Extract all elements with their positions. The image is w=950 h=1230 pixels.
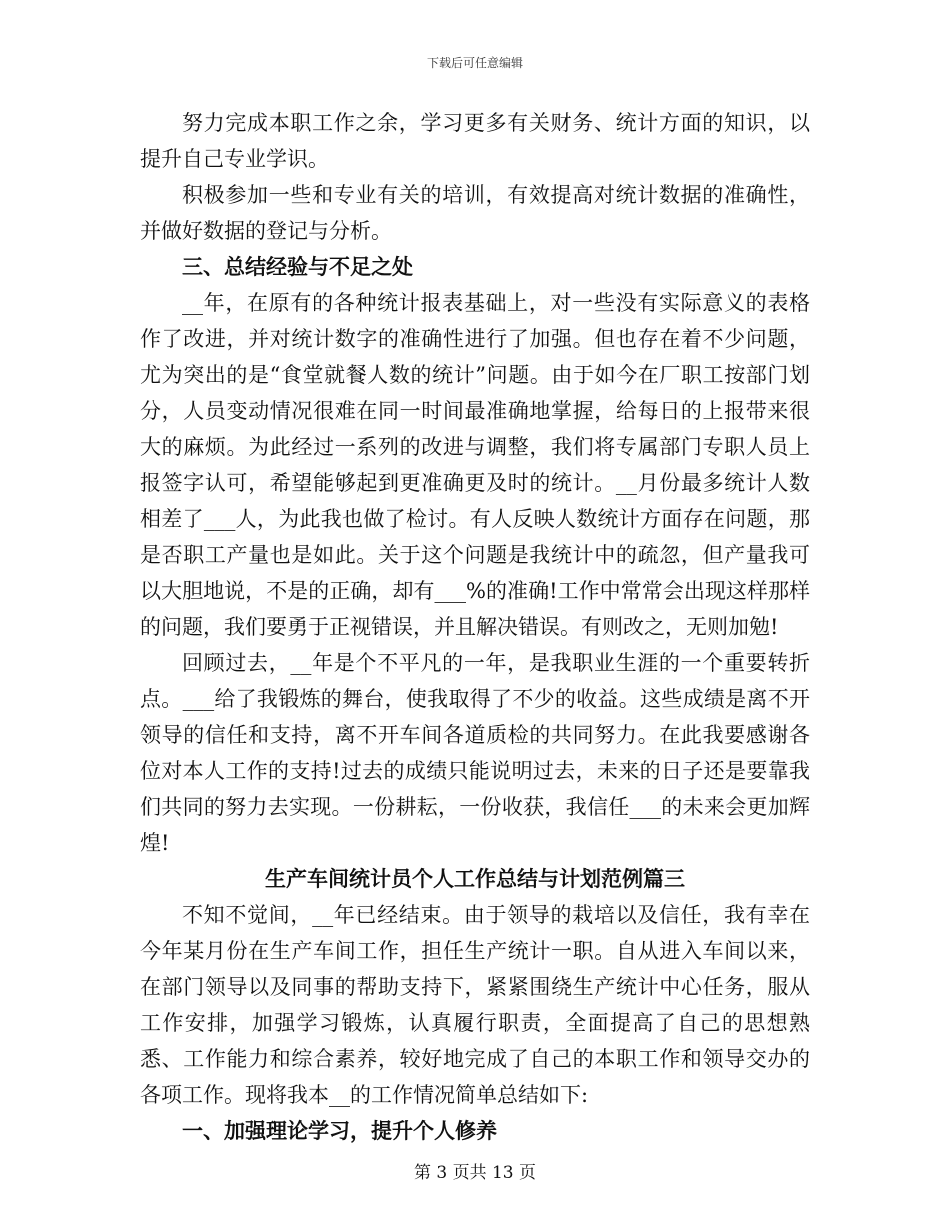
paragraph-study: 努力完成本职工作之余，学习更多有关财务、统计方面的知识，以提升自己专业学识。 xyxy=(140,111,810,171)
page-header: 下载后可任意编辑 xyxy=(426,56,523,70)
page-number: 第 3 页共 13 页 xyxy=(413,1163,537,1183)
paragraph-intro: 不知不觉间，__年已经结束。由于领导的栽培以及信任，我有幸在今年某月份在生产车间工作，担任生产统计一职。自从进入车间以来，在部门领导以及同事的帮助支持下，紧紧围绕生产统计中心任务，服从工作安排，加强学习锻炼，认真履行职责，全面提高了自己的思想熟悉、工作能力和综合素养，较好地完成了自己的本职工作和领导交办的各项工作。现将我本__的工作情况简单总结如下: xyxy=(140,903,810,1107)
section-heading-summary: 三、总结经验与不足之处 xyxy=(182,254,413,279)
section-heading-theory: 一、加强理论学习，提升个人修养 xyxy=(182,1118,497,1143)
paragraph-training: 积极参加一些和专业有关的培训，有效提高对统计数据的准确性，并做好数据的登记与分析。 xyxy=(140,183,810,243)
document-section-title: 生产车间统计员个人工作总结与计划范例篇三 xyxy=(265,866,685,891)
paragraph-improvements: __年，在原有的各种统计报表基础上，对一些没有实际意义的表格作了改进，并对统计数字的准确性进行了加强。但也存在着不少问题，尤为突出的是“食堂就餐人数的统计”问题。由于如今在厂职工按部门划分，人员变动情况很难在同一时间最准确地掌握，给每日的上报带来很大的麻烦。为此经过一系列的改进与调整，我们将专属部门专职人员上报签字认可，希望能够起到更准确更及时的统计。__月份最多统计人数相差了___人，为此我也做了检讨。有人反映人数统计方面存在问题，那是否职工产量也是如此。关于这个问题是我统计中的疏忽，但产量我可以大胆地说，不是的正确，却有___%的准确!工作中常常会出现这样那样的问题，我们要勇于正视错误，并且解决错误。有则改之，无则加勉! xyxy=(140,291,810,639)
paragraph-review: 回顾过去，__年是个不平凡的一年，是我职业生涯的一个重要转折点。___给了我锻炼的舞台，使我取得了不少的收益。这些成绩是离不开领导的信任和支持，离不开车间各道质检的共同努力。在此我要感谢各位对本人工作的支持!过去的成绩只能说明过去，未来的日子还是要靠我们共同的努力去实现。一份耕耘，一份收获，我信任___的未来会更加辉煌! xyxy=(140,651,810,855)
document-body xyxy=(140,105,810,1149)
